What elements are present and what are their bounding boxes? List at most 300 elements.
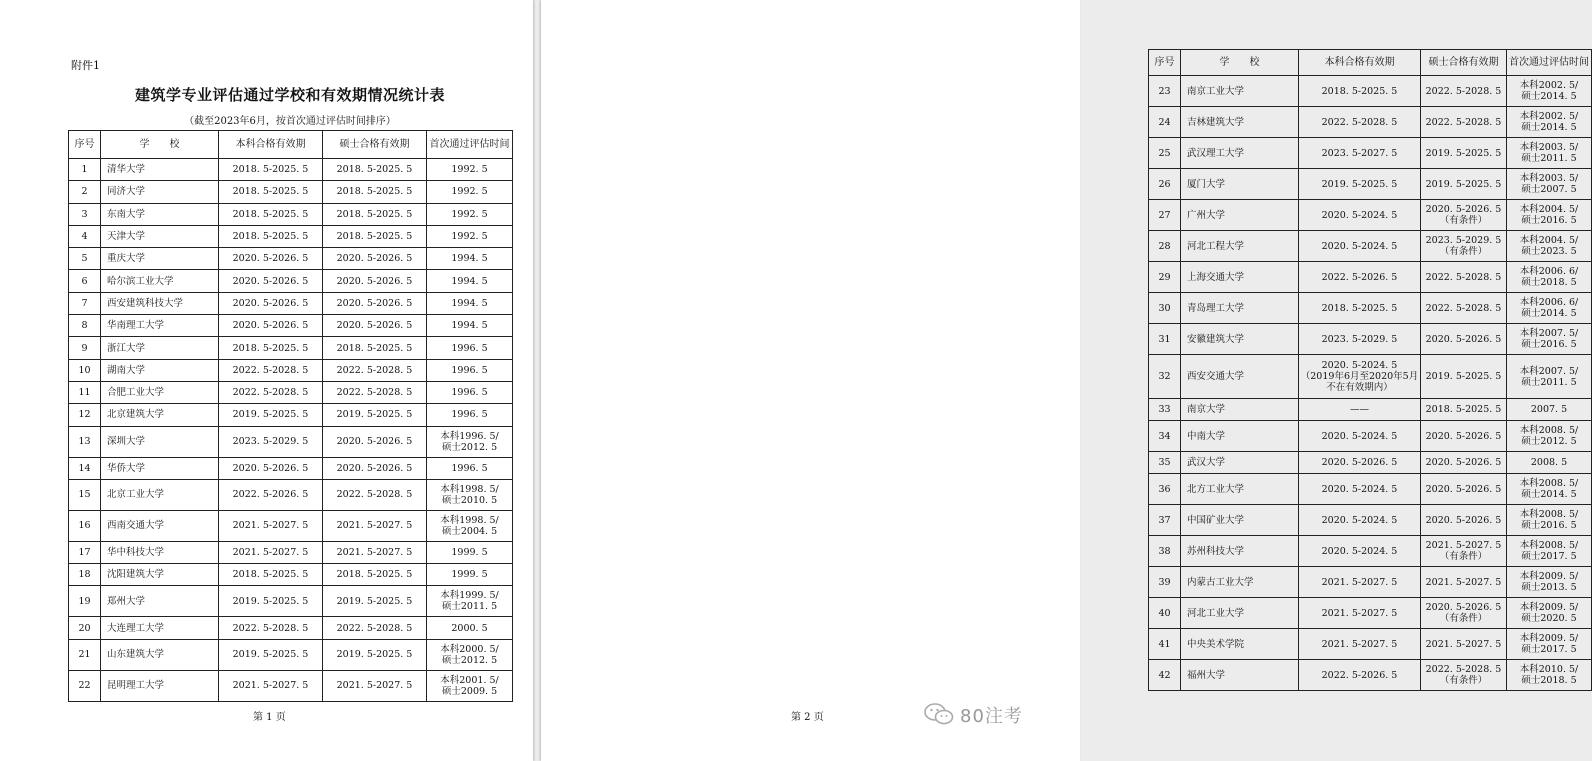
table-row bbox=[69, 617, 513, 639]
cell-no: 10 bbox=[69, 359, 101, 381]
cell-first-pass bbox=[427, 225, 513, 247]
cell-no: 21 bbox=[69, 639, 101, 670]
cell-school: 山东建筑大学 bbox=[101, 639, 219, 670]
cell-first-pass bbox=[427, 639, 513, 670]
cell-bachelor bbox=[219, 381, 323, 403]
table-row bbox=[1149, 452, 1592, 474]
cell-master bbox=[323, 181, 427, 203]
cell-line: 2021. 5-2027. 5 bbox=[232, 680, 309, 692]
cell-first-pass bbox=[427, 159, 513, 181]
cell-line: 硕士2016. 5 bbox=[1521, 215, 1577, 226]
cell-master bbox=[323, 617, 427, 639]
cell-no: 13 bbox=[69, 426, 101, 457]
table-row bbox=[69, 181, 513, 203]
cell-bachelor bbox=[219, 292, 323, 314]
cell-line: 本科2009. 5/ bbox=[1519, 633, 1579, 644]
table-row bbox=[1149, 505, 1592, 536]
cell-line: 2019. 5-2025. 5 bbox=[1321, 178, 1398, 190]
cell-line: 2023. 5-2029. 5 bbox=[1425, 235, 1502, 246]
cell-line: 2021. 5-2027. 5 bbox=[1425, 638, 1502, 650]
cell-master bbox=[1421, 505, 1507, 536]
header-school: 学 校 bbox=[101, 131, 219, 159]
cell-bachelor bbox=[1299, 231, 1421, 262]
cell-no: 4 bbox=[69, 225, 101, 247]
header-master: 硕士合格有效期 bbox=[1421, 50, 1507, 76]
cell-bachelor bbox=[1299, 452, 1421, 474]
cell-line: 2018. 5-2025. 5 bbox=[1425, 404, 1502, 415]
cell-first-pass bbox=[427, 270, 513, 292]
cell-master bbox=[1421, 598, 1507, 629]
cell-first-pass bbox=[1507, 107, 1592, 138]
cell-master bbox=[323, 359, 427, 381]
cell-line: 2020. 5-2026. 5 bbox=[232, 253, 309, 265]
cell-line: 2020. 5-2026. 5 bbox=[336, 320, 413, 332]
cell-line: 2018. 5-2025. 5 bbox=[232, 208, 309, 220]
cell-line: 硕士2004. 5 bbox=[441, 525, 498, 537]
table-row bbox=[1149, 421, 1592, 452]
cell-line: 本科1998. 5/ bbox=[440, 514, 499, 526]
cell-line: 2023. 5-2029. 5 bbox=[1321, 333, 1398, 345]
cell-bachelor bbox=[1299, 138, 1421, 169]
cell-school: 合肥工业大学 bbox=[101, 381, 219, 403]
cell-line: 硕士2018. 5 bbox=[1521, 675, 1577, 686]
table-row bbox=[69, 479, 513, 510]
cell-master bbox=[1421, 231, 1507, 262]
cell-school: 湖南大学 bbox=[101, 359, 219, 381]
cell-no: 5 bbox=[69, 248, 101, 270]
cell-line: 2018. 5-2025. 5 bbox=[232, 186, 309, 198]
watermark bbox=[924, 700, 1054, 728]
cell-master bbox=[1421, 660, 1507, 691]
cell-line: 2007. 5 bbox=[1530, 404, 1568, 415]
table-row bbox=[69, 248, 513, 270]
cell-line: 硕士2010. 5 bbox=[441, 494, 498, 506]
cell-line: 2020. 5-2024. 5 bbox=[1321, 360, 1398, 371]
cell-no: 11 bbox=[69, 381, 101, 403]
cell-no: 32 bbox=[1149, 355, 1181, 399]
cell-first-pass bbox=[1507, 200, 1592, 231]
table-row bbox=[69, 564, 513, 586]
cell-line: 1996. 5 bbox=[451, 409, 488, 421]
cell-bachelor bbox=[219, 426, 323, 457]
cell-line: 2022. 5-2028. 5 bbox=[1425, 85, 1502, 97]
cell-school: 中南大学 bbox=[1181, 421, 1299, 452]
cell-line: 本科2002. 5/ bbox=[1519, 80, 1579, 91]
cell-no: 30 bbox=[1149, 293, 1181, 324]
cell-first-pass bbox=[427, 479, 513, 510]
table-row bbox=[1149, 107, 1592, 138]
cell-line: 硕士2018. 5 bbox=[1521, 277, 1577, 288]
cell-bachelor bbox=[1299, 598, 1421, 629]
cell-bachelor bbox=[1299, 293, 1421, 324]
cell-line: （有条件） bbox=[1439, 613, 1488, 624]
cell-first-pass bbox=[427, 670, 513, 701]
document-title: 建筑学专业评估通过学校和有效期情况统计表 bbox=[134, 86, 445, 104]
cell-no: 33 bbox=[1149, 399, 1181, 421]
cell-school: 东南大学 bbox=[101, 203, 219, 225]
table-row bbox=[69, 670, 513, 701]
cell-line: （有条件） bbox=[1439, 215, 1488, 226]
cell-line: 2020. 5-2026. 5 bbox=[232, 320, 309, 332]
header-bachelor: 本科合格有效期 bbox=[1299, 50, 1421, 76]
cell-first-pass bbox=[1507, 76, 1592, 107]
cell-line: 2019. 5-2025. 5 bbox=[232, 409, 309, 421]
cell-first-pass bbox=[427, 203, 513, 225]
table-row bbox=[69, 337, 513, 359]
cell-school: 中国矿业大学 bbox=[1181, 505, 1299, 536]
cell-school: 北京建筑大学 bbox=[101, 404, 219, 426]
table-row bbox=[69, 404, 513, 426]
cell-line: （2019年6月至2020年5月 bbox=[1300, 371, 1419, 382]
cell-first-pass bbox=[427, 404, 513, 426]
cell-line: 2021. 5-2027. 5 bbox=[1321, 638, 1398, 650]
cell-bachelor bbox=[1299, 262, 1421, 293]
cell-line: 硕士2007. 5 bbox=[1521, 184, 1577, 195]
cell-line: 1999. 5 bbox=[451, 569, 488, 581]
cell-master bbox=[323, 510, 427, 541]
cell-no: 39 bbox=[1149, 567, 1181, 598]
cell-bachelor bbox=[219, 315, 323, 337]
cell-line: 硕士2012. 5 bbox=[441, 654, 498, 666]
cell-line: 2020. 5-2026. 5 bbox=[1425, 457, 1502, 468]
cell-line: 2019. 5-2025. 5 bbox=[1425, 178, 1502, 190]
cell-master bbox=[1421, 421, 1507, 452]
cell-line: 2018. 5-2025. 5 bbox=[232, 569, 309, 581]
cell-no: 40 bbox=[1149, 598, 1181, 629]
cell-no: 20 bbox=[69, 617, 101, 639]
table-row bbox=[1149, 536, 1592, 567]
cell-line: 2019. 5-2025. 5 bbox=[1425, 147, 1502, 159]
cell-first-pass bbox=[1507, 660, 1592, 691]
cell-no: 22 bbox=[69, 670, 101, 701]
cell-bachelor bbox=[1299, 324, 1421, 355]
cell-no: 6 bbox=[69, 270, 101, 292]
header-no: 序号 bbox=[69, 131, 101, 159]
cell-bachelor bbox=[219, 337, 323, 359]
cell-line: 2022. 5-2028. 5 bbox=[232, 622, 309, 634]
table-row bbox=[1149, 629, 1592, 660]
cell-line: 1994. 5 bbox=[451, 297, 488, 309]
cell-master bbox=[323, 404, 427, 426]
cell-no: 7 bbox=[69, 292, 101, 314]
cell-bachelor bbox=[219, 359, 323, 381]
cell-master bbox=[323, 315, 427, 337]
cell-no: 41 bbox=[1149, 629, 1181, 660]
cell-line: 2018. 5-2025. 5 bbox=[232, 231, 309, 243]
cell-bachelor bbox=[219, 270, 323, 292]
cell-line: 2021. 5-2027. 5 bbox=[336, 520, 413, 532]
cell-line: 2021. 5-2027. 5 bbox=[1425, 540, 1502, 551]
cell-bachelor bbox=[219, 181, 323, 203]
cell-line: 硕士2011. 5 bbox=[441, 601, 498, 613]
table-row bbox=[1149, 231, 1592, 262]
table-row bbox=[1149, 598, 1592, 629]
table-row bbox=[69, 426, 513, 457]
cell-school: 南京工业大学 bbox=[1181, 76, 1299, 107]
cell-line: 硕士2012. 5 bbox=[1521, 436, 1577, 447]
table-row bbox=[1149, 355, 1592, 399]
cell-line: 硕士2016. 5 bbox=[1521, 339, 1577, 350]
document-page-1 bbox=[0, 0, 533, 761]
cell-line: （有条件） bbox=[1439, 246, 1488, 257]
cell-no: 2 bbox=[69, 181, 101, 203]
table-row bbox=[69, 203, 513, 225]
cell-no: 3 bbox=[69, 203, 101, 225]
cell-master bbox=[323, 270, 427, 292]
cell-school: 清华大学 bbox=[101, 159, 219, 181]
cell-bachelor bbox=[219, 541, 323, 563]
cell-school: 河北工业大学 bbox=[1181, 598, 1299, 629]
table-row bbox=[1149, 474, 1592, 505]
cell-no: 29 bbox=[1149, 262, 1181, 293]
header-school: 学 校 bbox=[1181, 50, 1299, 76]
cell-master bbox=[323, 203, 427, 225]
cell-school: 北方工业大学 bbox=[1181, 474, 1299, 505]
cell-bachelor bbox=[219, 639, 323, 670]
cell-no: 9 bbox=[69, 337, 101, 359]
cell-master bbox=[323, 639, 427, 670]
cell-school: 北京工业大学 bbox=[101, 479, 219, 510]
cell-first-pass bbox=[427, 564, 513, 586]
cell-line: 不在有效期内） bbox=[1326, 382, 1393, 393]
cell-school: 福州大学 bbox=[1181, 660, 1299, 691]
cell-first-pass bbox=[427, 359, 513, 381]
cell-no: 26 bbox=[1149, 169, 1181, 200]
cell-line: 本科1996. 5/ bbox=[440, 430, 499, 442]
cell-school: 西安建筑科技大学 bbox=[101, 292, 219, 314]
cell-master bbox=[323, 670, 427, 701]
wechat-icon bbox=[924, 703, 954, 725]
cell-master bbox=[1421, 536, 1507, 567]
cell-no: 1 bbox=[69, 159, 101, 181]
cell-no: 34 bbox=[1149, 421, 1181, 452]
cell-line: 2020. 5-2026. 5 bbox=[336, 436, 413, 448]
cell-line: 2020. 5-2024. 5 bbox=[1321, 240, 1398, 252]
cell-bachelor bbox=[1299, 629, 1421, 660]
cell-master bbox=[1421, 324, 1507, 355]
table-row bbox=[1149, 76, 1592, 107]
cell-master bbox=[323, 248, 427, 270]
cell-line: 2021. 5-2027. 5 bbox=[232, 520, 309, 532]
cell-bachelor bbox=[219, 203, 323, 225]
cell-first-pass bbox=[1507, 421, 1592, 452]
cell-bachelor bbox=[1299, 200, 1421, 231]
cell-line: 2021. 5-2027. 5 bbox=[1425, 576, 1502, 588]
cell-bachelor bbox=[1299, 660, 1421, 691]
cell-line: 2021. 5-2027. 5 bbox=[336, 547, 413, 558]
table-row bbox=[1149, 567, 1592, 598]
cell-line: 2021. 5-2027. 5 bbox=[1321, 607, 1398, 619]
cell-school: 深圳大学 bbox=[101, 426, 219, 457]
cell-line: 2021. 5-2027. 5 bbox=[336, 680, 413, 692]
cell-line: 2019. 5-2025. 5 bbox=[336, 595, 413, 607]
cell-line: 本科2008. 5/ bbox=[1519, 540, 1579, 551]
cell-line: 硕士2011. 5 bbox=[1521, 153, 1577, 164]
cell-master bbox=[1421, 107, 1507, 138]
cell-line: 2020. 5-2026. 5 bbox=[336, 297, 413, 309]
cell-no: 31 bbox=[1149, 324, 1181, 355]
cell-line: 本科2006. 6/ bbox=[1519, 266, 1579, 277]
table-row bbox=[1149, 324, 1592, 355]
document-subtitle: （截至2023年6月，按首次通过评估时间排序） bbox=[184, 116, 396, 127]
cell-bachelor bbox=[1299, 107, 1421, 138]
cell-bachelor bbox=[219, 479, 323, 510]
cell-first-pass bbox=[427, 292, 513, 314]
cell-no: 12 bbox=[69, 404, 101, 426]
cell-master bbox=[323, 225, 427, 247]
cell-no: 37 bbox=[1149, 505, 1181, 536]
cell-school: 南京大学 bbox=[1181, 399, 1299, 421]
cell-line: 硕士2011. 5 bbox=[1521, 376, 1577, 388]
cell-master bbox=[1421, 262, 1507, 293]
cell-line: 2022. 5-2028. 5 bbox=[232, 387, 309, 399]
cell-line: 2019. 5-2025. 5 bbox=[336, 649, 413, 661]
cell-line: 1994. 5 bbox=[451, 253, 488, 265]
cell-no: 23 bbox=[1149, 76, 1181, 107]
header-first-pass: 首次通过评估时间 bbox=[427, 131, 513, 159]
cell-line: 2018. 5-2025. 5 bbox=[336, 164, 413, 176]
cell-first-pass bbox=[1507, 231, 1592, 262]
cell-line: 2022. 5-2026. 5 bbox=[1321, 669, 1398, 681]
cell-line: 2020. 5-2026. 5 bbox=[1425, 204, 1502, 215]
cell-no: 14 bbox=[69, 457, 101, 479]
cell-line: 2022. 5-2028. 5 bbox=[1425, 116, 1502, 128]
cell-line: （有条件） bbox=[1439, 675, 1488, 686]
cell-bachelor bbox=[219, 457, 323, 479]
cell-bachelor bbox=[1299, 421, 1421, 452]
cell-bachelor bbox=[1299, 355, 1421, 399]
header-first-pass: 首次通过评估时间 bbox=[1507, 50, 1592, 76]
cell-line: 2018. 5-2025. 5 bbox=[336, 569, 413, 581]
cell-bachelor bbox=[1299, 567, 1421, 598]
cell-master bbox=[1421, 452, 1507, 474]
header-master: 硕士合格有效期 bbox=[323, 131, 427, 159]
cell-line: 硕士2020. 5 bbox=[1521, 613, 1577, 624]
cell-line: 本科2009. 5/ bbox=[1519, 571, 1579, 582]
cell-first-pass bbox=[427, 315, 513, 337]
cell-line: 本科2000. 5/ bbox=[440, 643, 499, 655]
cell-no: 35 bbox=[1149, 452, 1181, 474]
cell-line: 2018. 5-2025. 5 bbox=[1321, 302, 1398, 314]
cell-line: 硕士2014. 5 bbox=[1521, 308, 1577, 319]
cell-line: 硕士2014. 5 bbox=[1521, 122, 1577, 133]
cell-master bbox=[1421, 567, 1507, 598]
cell-master bbox=[1421, 399, 1507, 421]
cell-no: 28 bbox=[1149, 231, 1181, 262]
table-row bbox=[69, 639, 513, 670]
cell-school: 华中科技大学 bbox=[101, 541, 219, 563]
cell-line: 1996. 5 bbox=[451, 462, 488, 474]
cell-school: 同济大学 bbox=[101, 181, 219, 203]
table-row bbox=[1149, 293, 1592, 324]
cell-line: 硕士2016. 5 bbox=[1521, 520, 1577, 531]
cell-school: 大连理工大学 bbox=[101, 617, 219, 639]
table-row bbox=[69, 381, 513, 403]
cell-line: 2020. 5-2024. 5 bbox=[1321, 430, 1398, 442]
cell-first-pass bbox=[1507, 629, 1592, 660]
cell-master bbox=[1421, 355, 1507, 399]
cell-line: 1994. 5 bbox=[451, 275, 488, 287]
cell-first-pass bbox=[427, 426, 513, 457]
table-row bbox=[1149, 399, 1592, 421]
table-row bbox=[69, 292, 513, 314]
cell-line: 2023. 5-2029. 5 bbox=[232, 436, 309, 448]
cell-line: 2020. 5-2024. 5 bbox=[1321, 483, 1398, 495]
cell-school: 浙江大学 bbox=[101, 337, 219, 359]
cell-first-pass bbox=[1507, 262, 1592, 293]
cell-school: 内蒙古工业大学 bbox=[1181, 567, 1299, 598]
table-row bbox=[1149, 138, 1592, 169]
cell-master bbox=[1421, 76, 1507, 107]
cell-bachelor bbox=[1299, 399, 1421, 421]
cell-school: 青岛理工大学 bbox=[1181, 293, 1299, 324]
cell-line: 1996. 5 bbox=[451, 387, 488, 399]
cell-line: 硕士2012. 5 bbox=[441, 441, 498, 453]
cell-master bbox=[1421, 200, 1507, 231]
cell-bachelor bbox=[1299, 76, 1421, 107]
cell-line: 2020. 5-2026. 5 bbox=[1425, 602, 1502, 613]
table-row bbox=[69, 159, 513, 181]
cell-line: —— bbox=[1350, 404, 1369, 415]
cell-line: 2022. 5-2028. 5 bbox=[336, 622, 413, 634]
cell-first-pass bbox=[1507, 536, 1592, 567]
cell-first-pass bbox=[427, 381, 513, 403]
cell-line: 本科2006. 6/ bbox=[1519, 297, 1579, 308]
cell-line: 2020. 5-2026. 5 bbox=[232, 275, 309, 287]
header-no: 序号 bbox=[1149, 50, 1181, 76]
table-row bbox=[69, 359, 513, 381]
cell-line: 2018. 5-2025. 5 bbox=[336, 342, 413, 354]
cell-master bbox=[323, 426, 427, 457]
page-number-2: 第 2 页 bbox=[791, 712, 824, 723]
cell-line: 硕士2013. 5 bbox=[1521, 582, 1577, 593]
cell-line: 本科2008. 5/ bbox=[1519, 478, 1579, 489]
table-row bbox=[1149, 262, 1592, 293]
cell-school: 昆明理工大学 bbox=[101, 670, 219, 701]
cell-bachelor bbox=[219, 225, 323, 247]
cell-school: 武汉大学 bbox=[1181, 452, 1299, 474]
cell-line: 2022. 5-2028. 5 bbox=[1425, 271, 1502, 283]
cell-school: 西南交通大学 bbox=[101, 510, 219, 541]
stats-table-page-1 bbox=[68, 130, 513, 702]
cell-line: 硕士2023. 5 bbox=[1521, 246, 1577, 257]
cell-line: 2022. 5-2028. 5 bbox=[232, 364, 309, 376]
cell-line: 本科2007. 5/ bbox=[1519, 328, 1579, 339]
cell-line: 2020. 5-2026. 5 bbox=[1321, 457, 1398, 468]
cell-no: 16 bbox=[69, 510, 101, 541]
cell-bachelor bbox=[1299, 474, 1421, 505]
cell-bachelor bbox=[1299, 536, 1421, 567]
cell-line: 2020. 5-2026. 5 bbox=[336, 253, 413, 265]
cell-master bbox=[323, 541, 427, 563]
cell-line: 2018. 5-2025. 5 bbox=[336, 186, 413, 198]
cell-line: 2008. 5 bbox=[1530, 457, 1568, 468]
cell-line: 本科2001. 5/ bbox=[440, 674, 499, 686]
cell-no: 19 bbox=[69, 586, 101, 617]
cell-first-pass bbox=[427, 457, 513, 479]
cell-line: 本科2008. 5/ bbox=[1519, 425, 1579, 436]
cell-line: 硕士2014. 5 bbox=[1521, 489, 1577, 500]
cell-bachelor bbox=[219, 670, 323, 701]
cell-master bbox=[323, 457, 427, 479]
cell-line: 本科1998. 5/ bbox=[440, 483, 499, 495]
cell-first-pass bbox=[1507, 474, 1592, 505]
cell-line: 2022. 5-2028. 5 bbox=[1321, 116, 1398, 128]
cell-line: 硕士2017. 5 bbox=[1521, 551, 1577, 562]
cell-line: 2020. 5-2026. 5 bbox=[1425, 333, 1502, 345]
cell-first-pass bbox=[1507, 355, 1592, 399]
cell-master bbox=[323, 159, 427, 181]
